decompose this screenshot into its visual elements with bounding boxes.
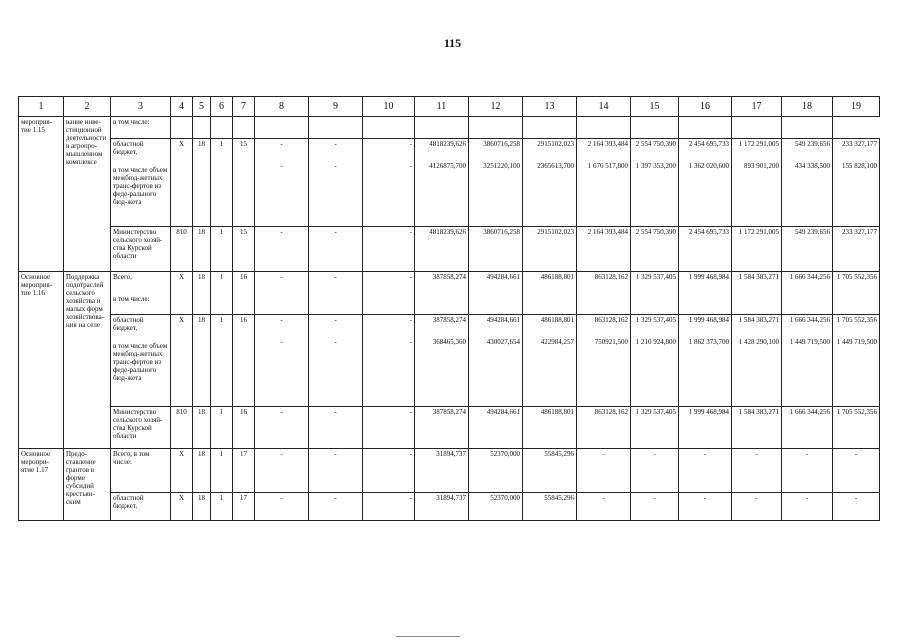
header-cell: 4	[171, 97, 193, 117]
cell	[732, 315, 782, 407]
value: 2 554 750,390	[635, 140, 676, 148]
header-cell: 12	[469, 97, 523, 117]
table-row	[19, 315, 880, 407]
cell: 387858,274	[415, 407, 469, 449]
cell: 2 164 393,484	[577, 227, 631, 272]
cell: 810	[171, 407, 193, 449]
cell: -	[679, 493, 732, 521]
source-label: в том числе:	[113, 295, 150, 303]
cell: 52370,000	[469, 493, 523, 521]
cell: -	[833, 493, 880, 521]
value: -	[334, 162, 337, 170]
cell: -	[363, 272, 415, 315]
cell: 17	[233, 493, 255, 521]
source-cell	[111, 315, 171, 407]
cell	[255, 315, 309, 407]
cell	[309, 139, 363, 227]
cell: -	[309, 272, 363, 315]
value: 2365613,700	[537, 162, 574, 170]
cell: 18	[193, 139, 211, 227]
value: 233 327,177	[842, 140, 877, 148]
value: 750921,500	[594, 338, 628, 346]
cell	[782, 315, 833, 407]
cell: -	[255, 449, 309, 493]
value: 2915102,023	[537, 140, 574, 148]
table-row	[19, 493, 880, 521]
value: 893 901,200	[744, 162, 779, 170]
cell: 1	[211, 449, 233, 493]
cell: 15	[233, 227, 255, 272]
cell: 1	[211, 227, 233, 272]
value: -	[334, 140, 337, 148]
value: 1 428 290,100	[738, 338, 779, 346]
cell: 52370,000	[469, 449, 523, 493]
source-cell	[111, 139, 171, 227]
header-cell: 7	[233, 97, 255, 117]
header-cell: 6	[211, 97, 233, 117]
cell: 2 554 750,390	[631, 227, 679, 272]
cell	[523, 139, 577, 227]
cell	[577, 139, 631, 227]
value: 1 999 468,984	[688, 316, 729, 324]
cell: -	[363, 407, 415, 449]
cell: -	[309, 227, 363, 272]
cell: 1 172 291,005	[732, 227, 782, 272]
source-cell: Министерство сельского хозяй-ства Курской области	[111, 407, 171, 449]
value: -	[409, 140, 412, 148]
cell: 18	[193, 272, 211, 315]
cell: -	[833, 449, 880, 493]
cell: 1	[211, 407, 233, 449]
header-cell: 8	[255, 97, 309, 117]
cell	[833, 315, 880, 407]
cell	[782, 139, 833, 227]
cell: 18	[193, 493, 211, 521]
value: -	[334, 338, 337, 346]
cell: -	[631, 449, 679, 493]
cell: -	[255, 407, 309, 449]
cell: 16	[233, 272, 255, 315]
cell: -	[577, 449, 631, 493]
value: 368465,360	[432, 338, 466, 346]
table-row	[19, 272, 880, 315]
cell: 494284,661	[469, 272, 523, 315]
cell: 4818239,626	[415, 227, 469, 272]
value: 1 666 344,256	[789, 316, 830, 324]
cell: 863128,162	[577, 272, 631, 315]
cell: 549 239,656	[782, 227, 833, 272]
cell: -	[782, 449, 833, 493]
value: 2 164 393,484	[587, 140, 628, 148]
cell: 2915102,023	[523, 227, 577, 272]
page-number: 115	[443, 36, 462, 50]
cell	[255, 139, 309, 227]
cell: 31894,737	[415, 449, 469, 493]
cell: 1	[211, 139, 233, 227]
cell: 55845,296	[523, 449, 577, 493]
value: -	[409, 338, 412, 346]
cell	[833, 139, 880, 227]
cell: 17	[233, 449, 255, 493]
cell: 18	[193, 407, 211, 449]
value: 2 454 695,733	[688, 140, 729, 148]
cell	[523, 315, 577, 407]
cell: 15	[233, 139, 255, 227]
source-label: областной бюджет,	[113, 316, 144, 332]
value: -	[280, 316, 283, 324]
cell: -	[732, 493, 782, 521]
cell: 863128,162	[577, 407, 631, 449]
value: -	[409, 162, 412, 170]
table-row	[19, 407, 880, 449]
cell: -	[255, 227, 309, 272]
cell	[679, 315, 732, 407]
cell	[469, 315, 523, 407]
cell: 1	[211, 272, 233, 315]
cell: -	[309, 407, 363, 449]
cell: Х	[171, 315, 193, 407]
cell: 16	[233, 315, 255, 407]
cell	[309, 315, 363, 407]
page-edge-line	[396, 636, 460, 637]
value: 4126875,700	[429, 162, 466, 170]
source-cell	[111, 272, 171, 315]
cell: Х	[171, 139, 193, 227]
cell: 55845,296	[523, 493, 577, 521]
header-cell: 2	[64, 97, 111, 117]
cell	[469, 139, 523, 227]
event-cell: Основное мероприя-тие 1.16	[19, 272, 64, 449]
value: -	[409, 316, 412, 324]
header-cell: 13	[523, 97, 577, 117]
cell	[415, 139, 469, 227]
cell: Х	[171, 449, 193, 493]
cell: 2 454 695,733	[679, 227, 732, 272]
cell: -	[363, 449, 415, 493]
value: -	[280, 140, 283, 148]
cell: 1 584 383,271	[732, 272, 782, 315]
table-row	[19, 449, 880, 493]
cell: -	[255, 272, 309, 315]
value: 494284,661	[486, 316, 520, 324]
value: 430027,654	[486, 338, 520, 346]
event-title-cell: Предо-ставление грантов в форме субсидий крестьян-ским	[64, 449, 111, 521]
cell: 486188,801	[523, 272, 577, 315]
value: 1 210 924,800	[635, 338, 676, 346]
cell: 1 329 537,405	[631, 272, 679, 315]
value: 1 362 020,600	[688, 162, 729, 170]
cell: -	[363, 493, 415, 521]
cell: 3860716,258	[469, 227, 523, 272]
cell: 810	[171, 227, 193, 272]
cell: 387858,274	[415, 272, 469, 315]
cell: -	[309, 493, 363, 521]
header-cell: 18	[782, 97, 833, 117]
cell	[363, 315, 415, 407]
value: 1 862 373,700	[688, 338, 729, 346]
value: 1 329 537,405	[635, 316, 676, 324]
cell: -	[782, 493, 833, 521]
value: 1 172 291,005	[738, 140, 779, 148]
cell	[415, 315, 469, 407]
header-row	[19, 97, 880, 117]
event-title-cell: вание инве-стиционной деятельности в агропро-мышленном комплексе	[64, 117, 111, 272]
cell: -	[255, 493, 309, 521]
cell: -	[631, 493, 679, 521]
source-cell: областной бюджет,	[111, 493, 171, 521]
cell: 1	[211, 315, 233, 407]
cell: 1 999 468,984	[679, 407, 732, 449]
cell: 233 327,177	[833, 227, 880, 272]
cell: -	[309, 449, 363, 493]
header-cell: 17	[732, 97, 782, 117]
table-row	[19, 227, 880, 272]
cell	[679, 139, 732, 227]
cell	[577, 315, 631, 407]
cell: -	[363, 227, 415, 272]
event-cell: мероприя-тие 1.15	[19, 117, 64, 272]
cell: 494284,661	[469, 407, 523, 449]
cell: 31894,737	[415, 493, 469, 521]
value: 486188,801	[540, 316, 574, 324]
source-label-federal: в том числе объем межбюд-жетных транс-фертов из феде-рального бюд-жета	[113, 342, 168, 382]
value: 3860716,258	[483, 140, 520, 148]
value: 1 449 719,500	[836, 338, 877, 346]
header-cell: 1	[19, 97, 64, 117]
cell: 1 329 537,405	[631, 407, 679, 449]
cell: 16	[233, 407, 255, 449]
value: 1 584 383,271	[738, 316, 779, 324]
header-cell: 16	[679, 97, 732, 117]
cell: 486188,801	[523, 407, 577, 449]
event-title-cell: Поддержка подотраслей сельского хозяйства и малых форм хозяйствова-ния на селе	[64, 272, 111, 449]
cell: 1 999 468,984	[679, 272, 732, 315]
cell: 1 666 344,256	[782, 407, 833, 449]
source-cell: в том числе:	[111, 117, 171, 139]
header-cell: 9	[309, 97, 363, 117]
source-label-federal: в том числе объем межбюд-жетных транс-фертов из феде-рального бюд-жета	[113, 166, 168, 206]
header-cell: 15	[631, 97, 679, 117]
cell: 18	[193, 449, 211, 493]
cell: 1 705 552,356	[833, 407, 880, 449]
value: -	[280, 162, 283, 170]
value: 863128,162	[594, 316, 628, 324]
cell: 1 666 344,256	[782, 272, 833, 315]
cell	[631, 139, 679, 227]
value: -	[280, 338, 283, 346]
value: 155 828,100	[842, 162, 877, 170]
value: 3251220,100	[483, 162, 520, 170]
value: 1 705 552,356	[836, 316, 877, 324]
source-cell: Всего, в том числе:	[111, 449, 171, 493]
cell: 18	[193, 227, 211, 272]
value: 434 338,500	[795, 162, 830, 170]
source-label: Всего,	[113, 273, 132, 281]
cell: Х	[171, 272, 193, 315]
header-cell: 19	[833, 97, 880, 117]
header-cell: 10	[363, 97, 415, 117]
table-row	[19, 139, 880, 227]
cell: 1	[211, 493, 233, 521]
header-cell: 11	[415, 97, 469, 117]
cell: -	[679, 449, 732, 493]
header-cell: 5	[193, 97, 211, 117]
cell	[732, 139, 782, 227]
value: 1 449 719,500	[789, 338, 830, 346]
cell: 1 705 552,356	[833, 272, 880, 315]
source-label: областной бюджет,	[113, 140, 144, 156]
header-cell: 14	[577, 97, 631, 117]
header-cell: 3	[111, 97, 171, 117]
value: 1 397 353,200	[635, 162, 676, 170]
cell: -	[732, 449, 782, 493]
event-cell: Основное меропри-ятие 1.17	[19, 449, 64, 521]
source-cell: Министерство сельского хозяй-ства Курской области	[111, 227, 171, 272]
cell: 1 584 383,271	[732, 407, 782, 449]
value: 387858,274	[432, 316, 466, 324]
cell: -	[577, 493, 631, 521]
value: 1 676 517,800	[587, 162, 628, 170]
value: 422984,257	[540, 338, 574, 346]
budget-table	[18, 96, 880, 521]
cell	[631, 315, 679, 407]
cell	[363, 139, 415, 227]
cell: 18	[193, 315, 211, 407]
table-row	[19, 117, 880, 139]
value: 4818239,626	[429, 140, 466, 148]
value: -	[334, 316, 337, 324]
value: 549 239,656	[795, 140, 830, 148]
cell: Х	[171, 493, 193, 521]
